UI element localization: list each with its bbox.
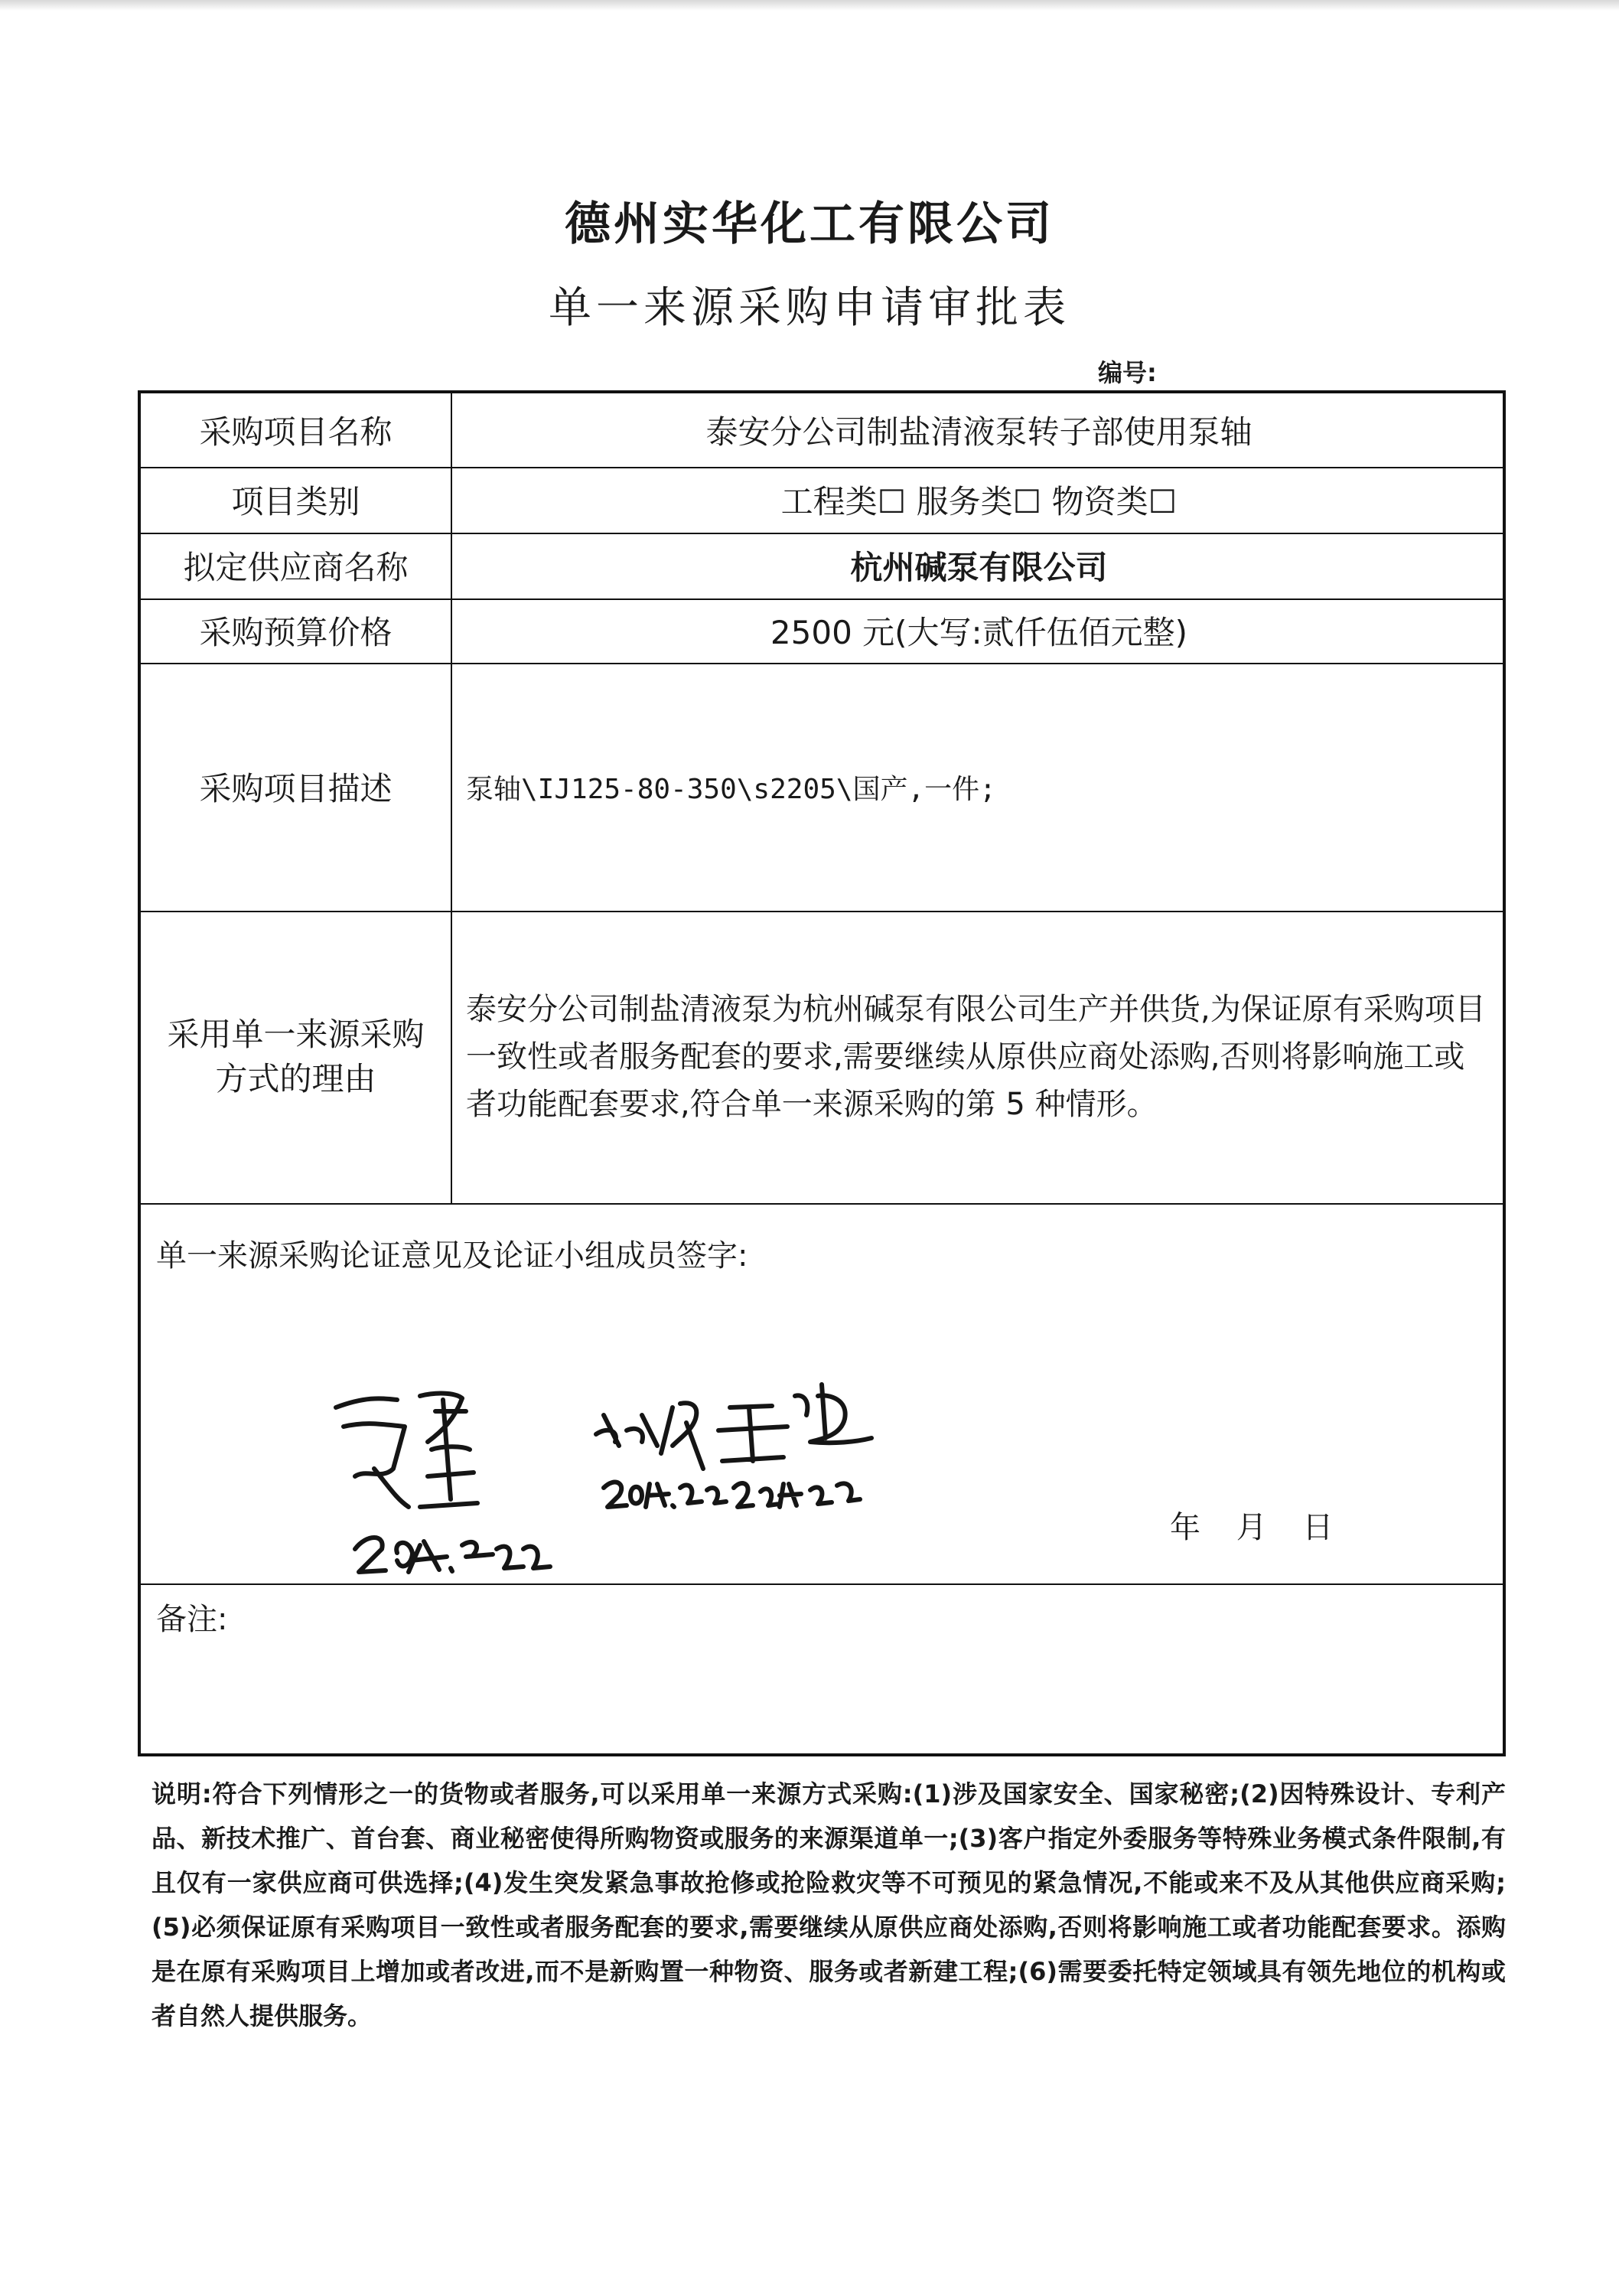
document-number-label: 编号: xyxy=(1098,358,1157,387)
approval-form-table xyxy=(138,390,1506,1756)
reason-label-line1: 采用单一来源采购 xyxy=(167,1016,425,1053)
description-label: 采购项目描述 xyxy=(199,770,393,807)
project-name-label: 采购项目名称 xyxy=(199,413,393,451)
budget-label: 采购预算价格 xyxy=(199,614,393,651)
opinion-label: 单一来源采购论证意见及论证小组成员签字: xyxy=(156,1238,748,1274)
reason-label-line2: 方式的理由 xyxy=(215,1060,376,1097)
signature-3 xyxy=(718,1384,871,1507)
signature-1 xyxy=(336,1394,550,1572)
project-name-value: 泰安分公司制盐清液泵转子部使用泵轴 xyxy=(705,413,1253,451)
reason-value: 泰安分公司制盐清液泵为杭州碱泵有限公司生产并供货,为保证原有采购项目一致性或者服务配套的要求,需要继续从原供应商处添购,否则将影响施工或者功能配套要求,符合单一来源采购的第 5 种情形。 xyxy=(466,992,1486,1122)
row-divider xyxy=(141,1583,1503,1585)
reason-label xyxy=(141,911,451,1203)
scan-edge xyxy=(0,0,1619,11)
description-value: 泵轴\IJ125-80-350\s2205\国产,一件; xyxy=(466,773,996,805)
supplier-value: 杭州碱泵有限公司 xyxy=(850,549,1108,586)
date-template: 年 月 日 xyxy=(1170,1510,1335,1545)
remark-label: 备注: xyxy=(156,1602,228,1637)
budget-value: 2500 元(大写:贰仟伍佰元整) xyxy=(770,614,1188,651)
footnote: 说明:符合下列情形之一的货物或者服务,可以采用单一来源方式采购:(1)涉及国家安全、国家秘密;(2)因特殊设计、专利产品、新技术推广、首台套、商业秘密使得所购物资或服务的来源渠道单一;(3)客户指定外委服务等特殊业务模式条件限制,有且仅有一家供应商可供选择;(4)发生突发紧急事故抢修或抢险救灾等不可预见的紧急情况,不能或来不及从其他供应商采购;(5)必须保证原有采购项目一致性或者服务配套的要求,需要继续从原供应商处添购,否则将影响施工或者功能配套要求。添购是在原有采购项目上增加或者改进,而不是新购置一种物资、服务或者新建工程;(6)需要委托特定领域具有领先地位的机构或者自然人提供服务。 xyxy=(151,1779,1506,2030)
project-category-value: 工程类☐ 服务类☐ 物资类☐ xyxy=(780,483,1178,520)
company-name: 德州实华化工有限公司 xyxy=(565,197,1054,251)
signatures-image xyxy=(321,1354,894,1583)
supplier-label: 拟定供应商名称 xyxy=(183,549,409,586)
signature-2 xyxy=(596,1403,726,1507)
row-divider xyxy=(141,1203,1503,1205)
project-category-label: 项目类别 xyxy=(231,483,360,520)
form-title: 单一来源采购申请审批表 xyxy=(549,283,1070,333)
